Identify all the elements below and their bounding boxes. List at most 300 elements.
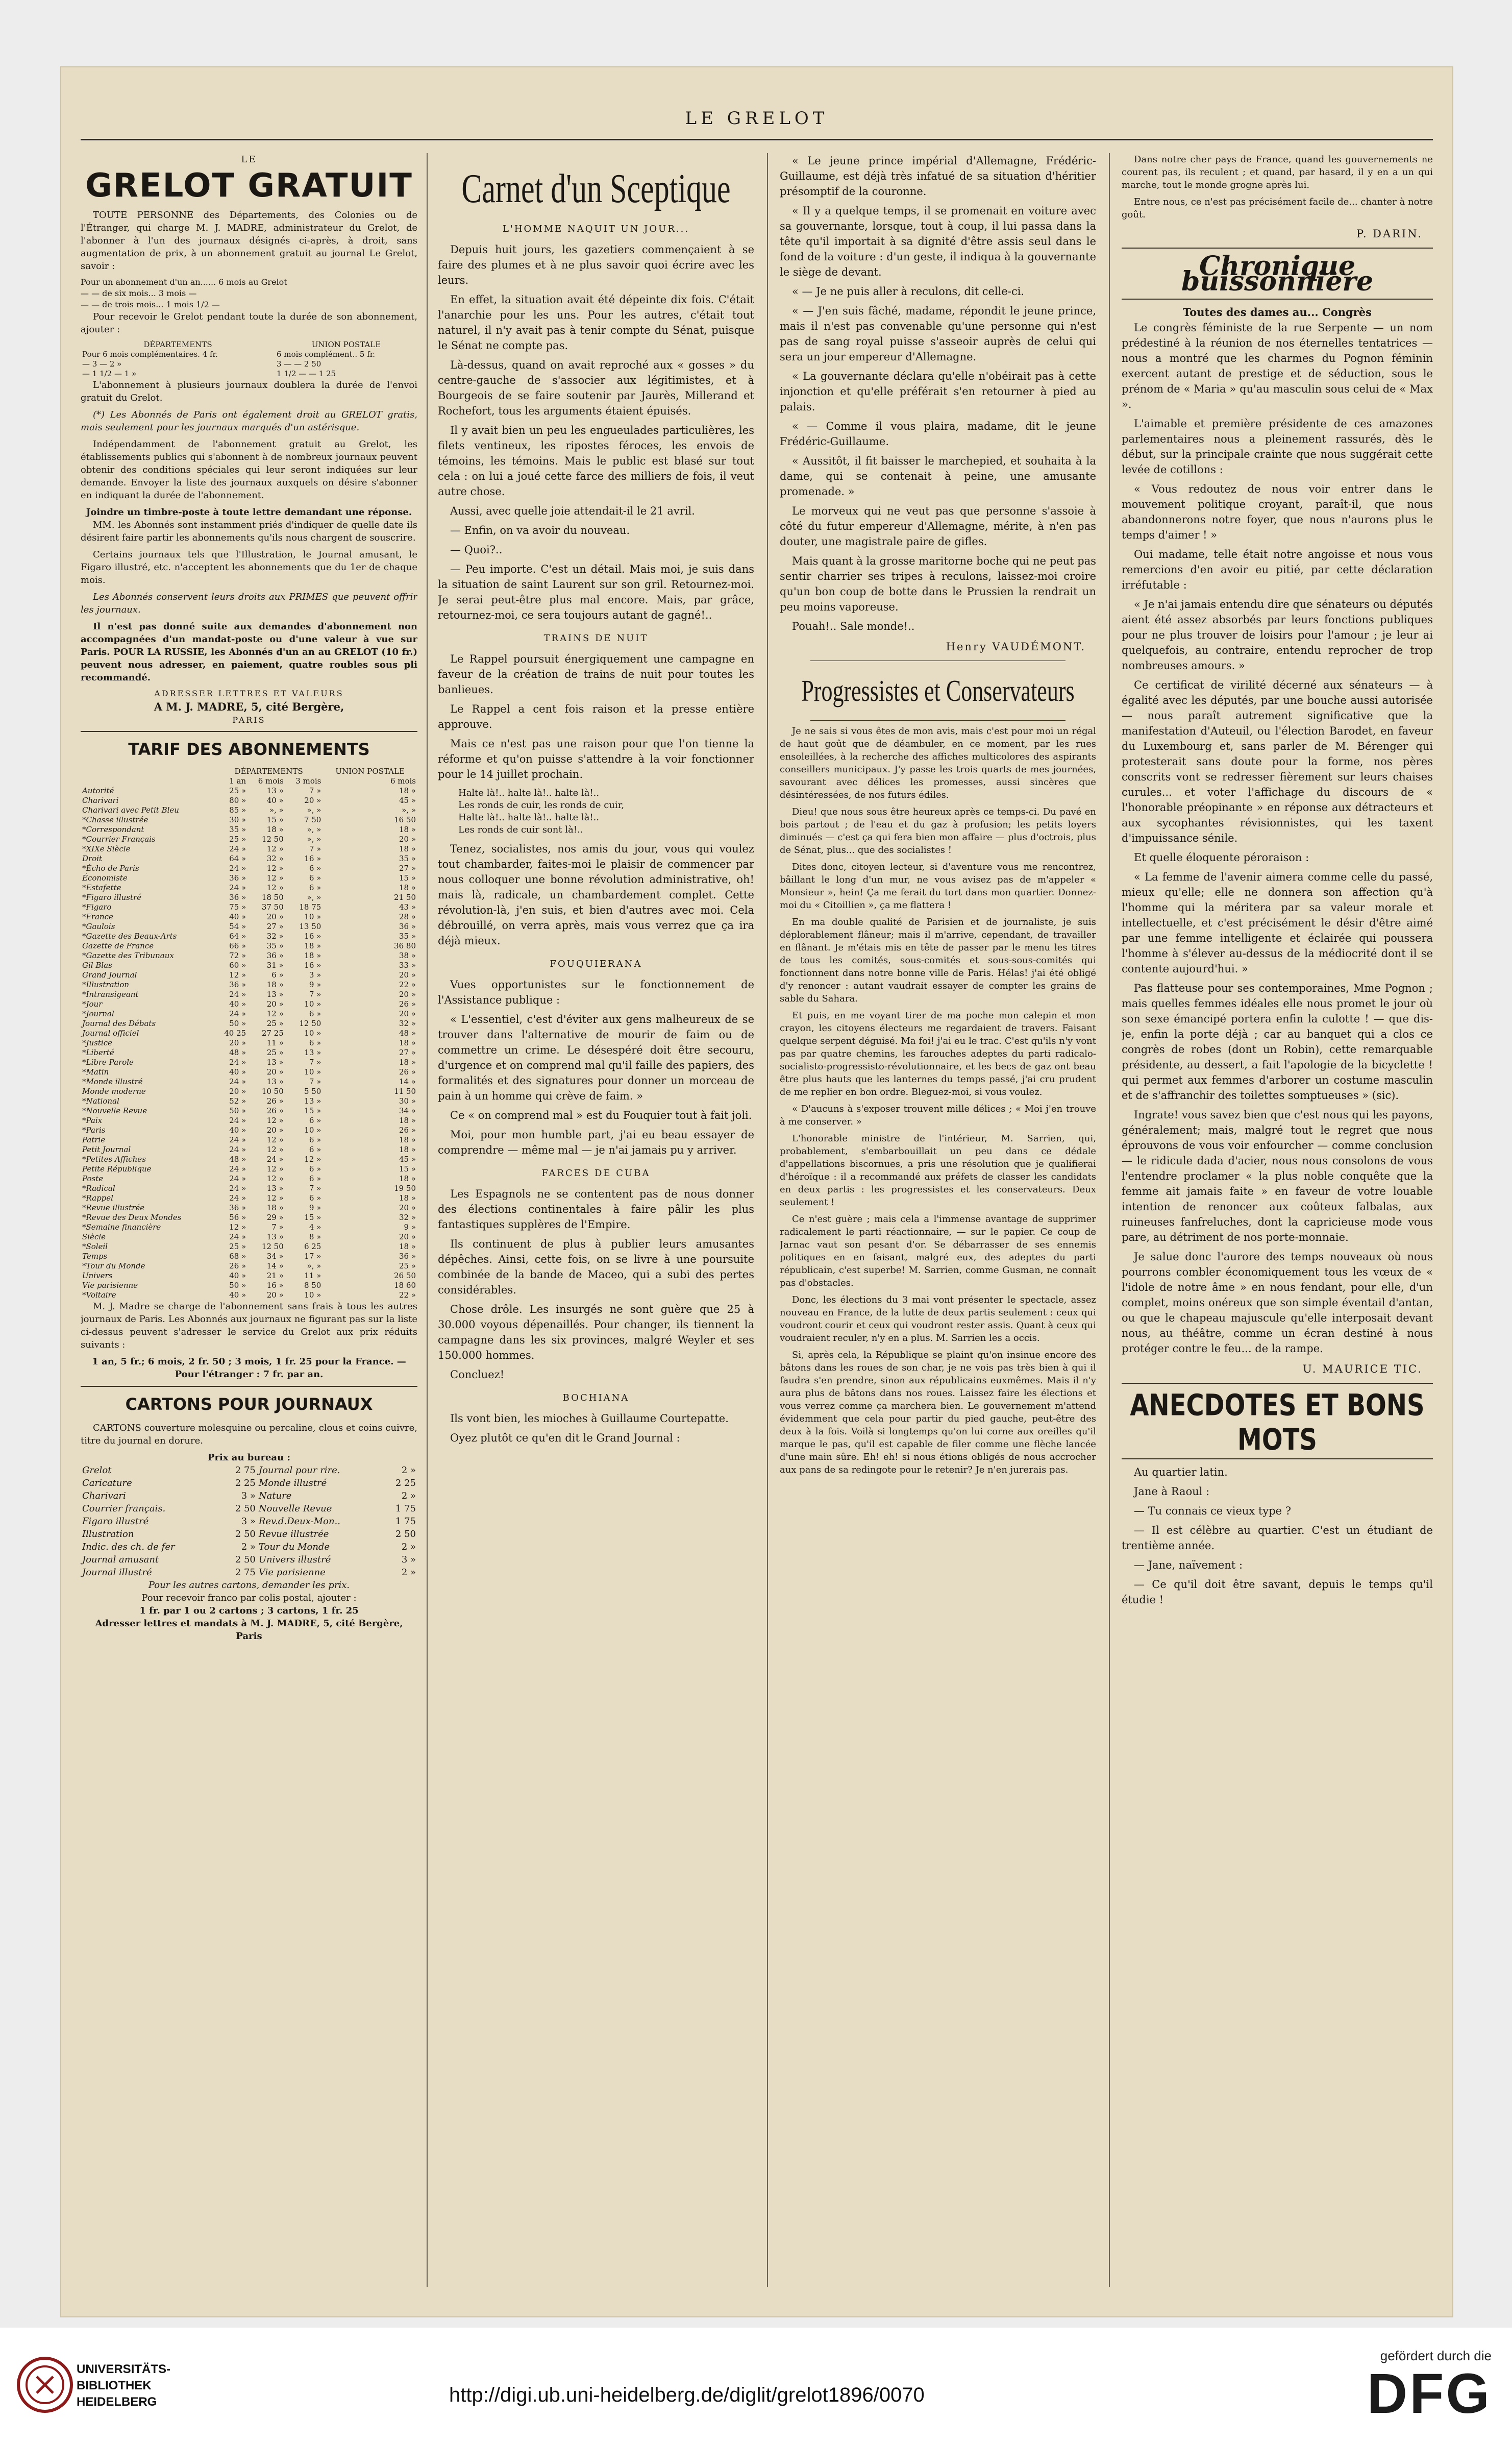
price-cell: 18 60	[394, 1281, 416, 1290]
price-cell: 36 »	[399, 1252, 416, 1261]
price-cell: 33 »	[399, 961, 416, 970]
price-cell: 20 »	[266, 1126, 284, 1135]
tarif-row	[81, 805, 417, 815]
price-cell: 64 »	[229, 932, 246, 941]
paragraph: Dans notre cher pays de France, quand les gouvernements ne courent pas, ils reculent ; et quand, par hasard, il y en a un qui marche, tout le monde grogne après lui.	[1122, 154, 1433, 190]
price-cell: 18 »	[399, 1193, 416, 1203]
price-cell: 24 »	[229, 1184, 246, 1193]
carton-row	[81, 1502, 417, 1515]
paragraph: Pas flatteuse pour ses contemporaines, Mme Pognon ; mais quelles femmes idéales elle nous promet le jour où son sexe émancipé portera enfin la culotte ! — que dis-je, enfin la porte déjà ; car au banquet qui a clos ce congrès de robes (dont un Robin), cette remarquable présidente, au dessert, a fait l'apologie de la bicyclette ! qui permet aux femmes d'arborer un costume masculin et de s'affranchir des toilettes somptueuses » (sic).	[1122, 982, 1433, 1102]
price-cell: 18 75	[299, 902, 321, 912]
chronique-title: Chronique buissonnière	[1181, 251, 1374, 297]
anecdotes-title: ANECDOTES ET BONS MOTS	[1130, 1388, 1425, 1457]
carton-price: 3 »	[241, 1490, 256, 1501]
receive-note: Pour recevoir le Grelot pendant toute la durée de son abonnement, ajouter :	[81, 311, 417, 335]
table-cell: 1 1/2 — — 1 25	[277, 369, 336, 378]
journal-name: *Soleil	[82, 1242, 108, 1251]
price-cell: 8 50	[304, 1281, 321, 1290]
price-cell: 26 »	[229, 1261, 246, 1270]
price-cell: 14 »	[266, 1261, 284, 1270]
price-cell: 64 »	[229, 854, 246, 863]
table-header: 6 mois	[390, 776, 416, 786]
journal-name: *Estafette	[82, 883, 121, 892]
price-cell: », »	[307, 825, 321, 834]
price-cell: 6 »	[309, 883, 321, 892]
carton-row	[81, 1515, 417, 1528]
price-cell: 38 »	[399, 951, 416, 960]
price-cell: 24 »	[229, 1193, 246, 1203]
price-cell: 75 »	[229, 902, 246, 912]
price-cell: 18 »	[399, 1058, 416, 1067]
price-cell: 6 25	[304, 1242, 321, 1251]
price-cell: 32 »	[266, 932, 284, 941]
paragraph: Moi, pour mon humble part, j'ai eu beau essayer de comprendre — même mal — je n'ai jamais pu y arriver.	[438, 1129, 754, 1156]
paragraph: Aussi, avec quelle joie attendait-il le 21 avril.	[450, 505, 695, 517]
paragraph: — Tu connais ce vieux type ?	[1134, 1505, 1292, 1517]
price-cell: 12 50	[261, 1242, 284, 1251]
divider	[81, 731, 417, 732]
price-cell: 8 »	[309, 1232, 321, 1241]
tarif-row	[81, 1145, 417, 1155]
carton-price: 2 50	[235, 1554, 256, 1565]
paragraph: « — Je ne puis aller à reculons, dit celle-ci.	[792, 285, 1025, 298]
paragraph: Ils vont bien, les mioches à Guillaume Courtepatte.	[450, 1412, 729, 1425]
tarif-row	[81, 961, 417, 970]
price-cell: 27 »	[266, 922, 284, 931]
paragraph: « — J'en suis fâché, madame, répondit le jeune prince, mais il n'est pas convenable qu'une personne qui n'est pas de sang royal puisse s'asseoir auprès de celui qui sera un jour empereur d'Allemagne.	[780, 305, 1096, 363]
tarif-row	[81, 1009, 417, 1019]
cartons-table	[81, 1464, 417, 1579]
carton-row	[81, 1541, 417, 1553]
price-cell: 25 »	[399, 1261, 416, 1270]
price-cell: 24 »	[229, 1009, 246, 1018]
journal-name: *Semaine financière	[82, 1223, 161, 1232]
carton-price: 3 »	[401, 1554, 416, 1565]
price-cell: 25 »	[229, 786, 246, 795]
price-cell: 48 »	[229, 1155, 246, 1164]
paragraph: Le Rappel a cent fois raison et la presse entière approuve.	[438, 703, 754, 730]
journal-name: *France	[82, 912, 113, 921]
price-cell: 6 »	[309, 1116, 321, 1125]
carton-price: 1 75	[395, 1503, 416, 1514]
poem-line: Les ronds de cuir sont là!..	[458, 824, 583, 835]
price-cell: 6 »	[271, 970, 284, 980]
carton-name: Illustration	[82, 1529, 134, 1539]
price-cell: 6 »	[309, 1145, 321, 1154]
tarif-row	[81, 1232, 417, 1242]
price-cell: 12 »	[266, 844, 284, 853]
tarif-row	[81, 1096, 417, 1106]
carton-price: 2 50	[235, 1503, 256, 1514]
price-cell: 50 »	[229, 1281, 246, 1290]
paragraph: Donc, les élections du 3 mai vont présenter le spectacle, assez nouveau en France, de la lutte de deux partis seulement : ceux qui voudront courir et ceux qui voudront rester assis. Quant à ceux qui voudraient reculer, n'y en a plus. M. Sarrien les a occis.	[780, 1294, 1096, 1343]
price-cell: 35 »	[399, 932, 416, 941]
price-cell: 26 50	[394, 1271, 416, 1280]
franco-rates: 1 fr. par 1 ou 2 cartons ; 3 cartons, 1 fr. 25	[139, 1605, 359, 1616]
tarif-row	[81, 1116, 417, 1126]
university-library-logo[interactable]	[16, 2356, 171, 2417]
tarif-row	[81, 844, 417, 854]
university-library-name	[77, 2361, 170, 2410]
price-cell: 12 »	[266, 873, 284, 883]
tarif-row	[81, 893, 417, 902]
column-1	[81, 153, 417, 2287]
journal-name: Gil Blas	[82, 961, 112, 970]
journal-name: *Gazette des Beaux-Arts	[82, 932, 177, 941]
tarif-row	[81, 1252, 417, 1261]
journal-name: Petit Journal	[82, 1145, 131, 1154]
paragraph: Concluez!	[450, 1368, 505, 1381]
carton-price: 2 50	[395, 1529, 416, 1539]
price-cell: », »	[402, 805, 416, 815]
price-cell: 20 »	[304, 796, 321, 805]
offer-line: — — de six mois... 3 mois —	[81, 288, 197, 298]
price-cell: 26 »	[399, 999, 416, 1009]
journal-name: *National	[82, 1096, 119, 1106]
price-cell: 32 »	[266, 854, 284, 863]
price-cell: 11 50	[394, 1087, 416, 1096]
price-cell: 15 »	[304, 1106, 321, 1115]
price-cell: 6 »	[309, 1009, 321, 1018]
paragraph: Ce n'est guère ; mais cela a l'immense avantage de supprimer radicalement le parti réactionnaire, — sur le papier. Ce coup de Jarnac vaut son pesant d'or. Se débarrasser de ses ennemis politiques en en faisant, malgré eux, des adeptes du parti républicain, c'est superbe! M. Sarrien, comme Gusman, ne connaît pas d'obstacles.	[780, 1214, 1096, 1288]
price-cell: 25 »	[229, 1242, 246, 1251]
price-cell: 12 »	[229, 1223, 246, 1232]
price-cell: 20 »	[229, 1087, 246, 1096]
price-cell: 30 »	[229, 815, 246, 824]
journal-name: *Paix	[82, 1116, 103, 1125]
tarif-row	[81, 941, 417, 951]
tarif-row	[81, 932, 417, 941]
column-rule	[767, 153, 768, 2287]
tarif-row	[81, 1281, 417, 1290]
paragraph: Ils continuent de plus à publier leurs amusantes dépêches. Ainsi, cette fois, on se livre à une poursuite combinée de la bande de Maceo, qui a subi des pertes considérables.	[438, 1238, 754, 1296]
tarif-row	[81, 1290, 417, 1300]
franco-note: Pour recevoir franco par colis postal, ajouter :	[141, 1593, 357, 1603]
price-cell: 17 »	[304, 1252, 321, 1261]
page-header	[81, 108, 1433, 140]
paragraph: — Quoi?..	[450, 544, 503, 556]
price-cell: 10 50	[261, 1087, 284, 1096]
journal-name: Économiste	[82, 873, 128, 883]
paragraph: Chose drôle. Les insurgés ne sont guère que 25 à 30.000 voyous dépenaillés. Pour changer, ils tiennent la campagne dans les six provinces, malgré Weyler et ses 150.000 hommes.	[438, 1303, 754, 1361]
cartons-other: Pour les autres cartons, demander les prix.	[148, 1580, 350, 1591]
journal-name: *Courrier Français	[82, 835, 156, 844]
price-cell: 26 »	[399, 1126, 416, 1135]
tarif-row	[81, 1184, 417, 1193]
divider	[1122, 1458, 1433, 1459]
price-cell: 16 »	[304, 932, 321, 941]
tarif-row	[81, 1106, 417, 1116]
paragraph: Entre nous, ce n'est pas précisément facile de... chanter à notre goût.	[1122, 197, 1433, 220]
journal-name: Petite République	[82, 1164, 152, 1174]
tarif-row	[81, 1164, 417, 1174]
journal-name: Patrie	[82, 1135, 106, 1144]
journal-name: Charivari	[82, 796, 119, 805]
column-rule	[427, 153, 428, 2287]
paragraph: « D'aucuns à s'exposer trouvent mille délices ; « Moi j'en trouve à me conserver. »	[780, 1104, 1096, 1127]
carton-row	[81, 1477, 417, 1489]
poem-line: Halte là!.. halte là!.. halte là!..	[458, 788, 600, 798]
cartons-desc: CARTONS couverture molesquine ou percaline, clous et coins cuivre, titre du journal en dorure.	[81, 1423, 417, 1446]
price-cell: 20 »	[266, 1067, 284, 1077]
price-cell: 22 »	[399, 1290, 416, 1300]
price-cell: 48 »	[229, 1048, 246, 1057]
tarif-row	[81, 796, 417, 805]
price-cell: 12 »	[266, 864, 284, 873]
price-cell: 9 »	[309, 980, 321, 989]
paragraph: « La femme de l'avenir aimera comme celle du passé, mieux qu'elle; elle ne donnera son affection qu'à l'homme qui la méritera par sa valeur morale et intellectuelle, et c'est précisément le désir d'être aimé par une femme intelligente et éclairée qui poussera l'homme à s'élever au-dessus de la médiocrité dont il se contente aujourd'hui. »	[1122, 871, 1433, 975]
paragraph: Le Rappel poursuit énergiquement une campagne en faveur de la création de trains de nuit pour toutes les banlieues.	[438, 653, 754, 696]
price-cell: 12 »	[266, 1009, 284, 1018]
permalink-url[interactable]: http://digi.ub.uni-heidelberg.de/diglit/grelot1896/0070	[449, 2384, 925, 2406]
column-2	[438, 153, 754, 2287]
price-cell: 20 »	[399, 1232, 416, 1241]
price-cell: 12 »	[266, 1164, 284, 1174]
university-name-line: BIBLIOTHEK	[77, 2379, 152, 2392]
price-cell: », »	[307, 1261, 321, 1270]
paragraph: Pouah!.. Sale monde!..	[792, 620, 915, 632]
price-cell: 11 »	[266, 1038, 284, 1047]
price-cell: 12 »	[304, 1155, 321, 1164]
price-cell: 7 »	[309, 990, 321, 999]
price-cell: 40 »	[229, 999, 246, 1009]
journal-name: *Rappel	[82, 1193, 113, 1203]
price-cell: 24 »	[229, 1135, 246, 1144]
price-cell: 13 »	[266, 1184, 284, 1193]
price-cell: 20 »	[266, 912, 284, 921]
tarif-row	[81, 825, 417, 835]
price-cell: 18 »	[399, 883, 416, 892]
tarif-row	[81, 1193, 417, 1203]
carton-name: Univers illustré	[258, 1554, 331, 1565]
paragraph: « Aussitôt, il fit baisser le marchepied, et souhaita à la dame, qui se contenait à peine, une amusante promenade. »	[780, 455, 1096, 498]
tarif-row	[81, 1271, 417, 1281]
paragraph: « — Comme il vous plaira, madame, dit le jeune Frédéric-Guillaume.	[780, 420, 1096, 448]
carton-name: Tour du Monde	[258, 1542, 330, 1552]
carton-name: Nouvelle Revue	[258, 1503, 332, 1514]
journal-name: *Nouvelle Revue	[82, 1106, 147, 1115]
price-cell: 20 »	[266, 1290, 284, 1300]
paragraph: « Le jeune prince impérial d'Allemagne, Frédéric-Guillaume, est déjà très infatué de sa situation d'héritier présomptif de la couronne.	[780, 155, 1096, 198]
journal-name: *Voltaire	[82, 1290, 116, 1300]
price-cell: 18 »	[399, 844, 416, 853]
grelot-le: LE	[241, 154, 257, 165]
paragraph: En effet, la situation avait été dépeinte dix fois. C'était l'anarchie pour les uns. Pour les autres, c'était tout naturel, il n'y avait pas à tenir compte du Sénat, puisque le Sénat ne compte pas.	[438, 294, 754, 352]
price-cell: 20 »	[399, 990, 416, 999]
paragraph: Dieu! que nous sous être heureux après ce temps-ci. Du pavé en bois partout ; de l'eau et du gaz à profusion; les petits loyers diminués — c'est ça qui fera bien mon affaire — plus d'octrois, plus de Sénat, plus... que des socialistes !	[780, 806, 1096, 856]
price-cell: 35 »	[266, 941, 284, 950]
price-cell: 66 »	[229, 941, 246, 950]
journal-name: *Liberté	[82, 1048, 114, 1057]
journal-name: Journal officiel	[82, 1029, 139, 1038]
price-cell: 10 »	[304, 1029, 321, 1038]
journal-name: Droit	[82, 854, 103, 863]
tarif-row	[81, 1029, 417, 1038]
carton-price: 2 25	[235, 1478, 256, 1488]
dfg-funding-logo[interactable]	[1328, 2348, 1492, 2435]
journal-name: *Matin	[82, 1067, 109, 1077]
carton-name: Monde illustré	[258, 1478, 327, 1488]
offer-line: — — de trois mois... 1 mois 1/2 —	[81, 300, 220, 309]
paragraph: Je salue donc l'aurore des temps nouveaux où nous pourrons combler économiquement tous les vœux de « l'idole de notre âme » en nous fendant, pour elle, d'un complet, moins onéreux que son simple éventail d'antan, ou que le chapeau majuscule qu'elle interposait devant nous, au théâtre, comme un écran destiné à nous protéger contre le feu... de la rampe.	[1122, 1251, 1433, 1355]
tarif-row	[81, 912, 417, 922]
table-cell: — 3 — 2 »	[82, 359, 122, 369]
stamp-note: Joindre un timbre-poste à toute lettre demandant une réponse.	[86, 507, 412, 518]
price-cell: 45 »	[399, 796, 416, 805]
price-cell: 12 50	[299, 1019, 321, 1028]
price-cell: 6 »	[309, 1193, 321, 1203]
table-header: UNION POSTALE	[311, 340, 381, 349]
journal-name: Journal des Débats	[82, 1019, 156, 1028]
price-cell: 24 »	[229, 1145, 246, 1154]
table-cell: — 1 1/2 — 1 »	[82, 369, 137, 378]
carton-price: 2 »	[401, 1465, 416, 1476]
journal-name: *Journal	[82, 1009, 114, 1018]
journal-name: *Figaro	[82, 902, 112, 912]
paragraph: « Il y a quelque temps, il se promenait en voiture avec sa gouvernante, lorsque, tout à coup, il lui passa dans la tête qu'il importait à sa dignité d'être assis seul dans le fond de la voiture : d'un geste, il indiqua à la gouvernante le siège de devant.	[780, 205, 1096, 278]
university-seal-icon	[16, 2356, 73, 2413]
price-cell: 9 »	[404, 1223, 416, 1232]
price-cell: 36 »	[229, 893, 246, 902]
journal-name: *Intransigeant	[82, 990, 139, 999]
price-cell: 4 »	[309, 1223, 321, 1232]
journal-name: *Jour	[82, 999, 103, 1009]
carton-name: Charivari	[82, 1490, 126, 1501]
chronique-subtitle: Toutes des dames au... Congrès	[1183, 306, 1372, 319]
table-header: DÉPARTEMENTS	[234, 767, 303, 776]
price-cell: 18 »	[399, 1135, 416, 1144]
carton-price: 2 »	[401, 1542, 416, 1552]
price-cell: 48 »	[399, 1029, 416, 1038]
price-cell: 7 »	[309, 1058, 321, 1067]
price-cell: 18 »	[399, 1145, 416, 1154]
journal-name: *XIXe Siècle	[82, 844, 131, 853]
section-heading: FARCES DE CUBA	[541, 1168, 651, 1179]
price-cell: 7 50	[304, 815, 321, 824]
certain-note: Certains journaux tels que l'Illustration, le Journal amusant, le Figaro illustré, etc. n'acceptent les abonnements que du 1er de chaque mois.	[81, 549, 417, 585]
offer-line: Pour un abonnement d'un an...... 6 mois au Grelot	[81, 277, 287, 287]
price-cell: 12 »	[266, 1145, 284, 1154]
carton-name: Indic. des ch. de fer	[82, 1542, 175, 1552]
carton-price: 1 75	[395, 1516, 416, 1527]
price-cell: 18 »	[399, 1116, 416, 1125]
price-cell: 80 »	[229, 796, 246, 805]
paragraph: Et quelle éloquente péroraison :	[1134, 851, 1309, 864]
paragraph: Oui madame, telle était notre angoisse et nous vous remercions d'en avoir eu pitié, par cette déclaration irréfutable :	[1122, 548, 1433, 591]
signature: P. DARIN.	[1356, 228, 1423, 240]
price-cell: 21 50	[394, 893, 416, 902]
dfg-label: gefördert durch die	[1380, 2348, 1492, 2363]
paragraph: Dites donc, citoyen lecteur, si d'aventure vous me rencontrez, bâillant le long d'un mur, ne vous avisez pas de m'appeler « Monsieur », hein! Ça me ferait du tort dans mon quartier. Donnez-moi du « Citoillien », ça me flattera !	[780, 862, 1096, 911]
paragraph: L'honorable ministre de l'intérieur, M. Sarrien, qui, probablement, s'embarbouillait un peu dans ce dédale d'appellations biscornues, a pris une résolution que je qualifierai d'héroïque : il a recommandé aux préfets de classer les candidats en deux partis : les progressistes et les conservateurs. Deux seulement !	[780, 1133, 1096, 1208]
table-header: 6 mois	[258, 776, 284, 786]
price-cell: 20 »	[399, 1203, 416, 1212]
journal-name: *Correspondant	[82, 825, 144, 834]
divider	[810, 720, 1065, 721]
price-cell: 10 »	[304, 1126, 321, 1135]
paragraph: — Il est célèbre au quartier. C'est un étudiant de trentième année.	[1122, 1524, 1433, 1552]
tarif-title: TARIF DES ABONNEMENTS	[128, 740, 370, 759]
price-cell: 25 »	[229, 835, 246, 844]
price-cell: 5 50	[304, 1087, 321, 1096]
journal-name: Gazette de France	[82, 941, 154, 950]
address-label: ADRESSER LETTRES ET VALEURS	[154, 689, 344, 698]
paragraph: L'aimable et première présidente de ces amazones parlementaires nous a pleinement rassurés, dès le début, sur la principale crainte que nous suggérait cette levée de cotillons :	[1122, 418, 1433, 476]
price-cell: 34 »	[399, 1106, 416, 1115]
price-cell: 13 »	[304, 1096, 321, 1106]
dfg-mark: DFG	[1367, 2362, 1492, 2425]
price-cell: 24 »	[229, 990, 246, 999]
price-cell: 68 »	[229, 1252, 246, 1261]
table-header: 3 mois	[295, 776, 321, 786]
divider	[1122, 299, 1433, 300]
journal-name: *Monde illustré	[82, 1077, 143, 1086]
viewer-footer	[0, 2328, 1512, 2444]
carton-row	[81, 1489, 417, 1502]
journal-name: *Gazette des Tribunaux	[82, 951, 174, 960]
cartons-address: Adresser lettres et mandats à M. J. MADRE, 5, cité Bergère, Paris	[95, 1618, 403, 1642]
carton-name: Grelot	[82, 1465, 112, 1476]
price-cell: 7 »	[309, 844, 321, 853]
price-cell: 24 »	[229, 1174, 246, 1183]
price-cell: 13 »	[266, 1058, 284, 1067]
carnet-title: Carnet d'un Sceptique	[461, 165, 731, 211]
price-cell: 25 »	[266, 1019, 284, 1028]
paragraph: — Peu importe. C'est un détail. Mais moi, je suis dans la situation de saint Laurent sur son gril. Retournez-moi. Je serai peut-être plus mal encore. Mais, par grâce, retournez-moi, ce sera toujours autant de gagné!..	[438, 563, 754, 621]
tarif-row	[81, 951, 417, 961]
paragraph: Là-dessus, quand on avait reproché aux « gosses » du centre-gauche de s'associer aux légitimistes, et à Bourgeois de se faire soutenir par Jaurès, Millerand et Rochefort, tous les arguments étaient épuisés.	[438, 359, 754, 417]
price-cell: 18 »	[399, 825, 416, 834]
paragraph: « Je n'ai jamais entendu dire que sénateurs ou députés aient été assez absorbés par leurs fonctions publiques pour ne plus trouver de loisirs pour l'amour ; je leur ai quelquefois, au contraire, entendu reprocher de trop nombreuses amours. »	[1122, 598, 1433, 672]
price-cell: 72 »	[229, 951, 246, 960]
tarif-table	[81, 767, 417, 1300]
price-cell: 35 »	[229, 825, 246, 834]
grelot-intro: TOUTE PERSONNE des Départements, des Colonies ou de l'Étranger, qui charge M. J. MADRE, administrateur du Grelot, de l'abonner à l'un des journaux désignés ci-après, à droit, sans augmentation de prix, à un abonnement gratuit au journal Le Grelot, savoir :	[81, 210, 417, 272]
price-cell: 27 »	[399, 864, 416, 873]
paragraph: Oyez plutôt ce qu'en dit le Grand Journal :	[450, 1432, 680, 1444]
price-cell: 18 »	[399, 786, 416, 795]
price-cell: 40 »	[229, 1290, 246, 1300]
journal-name: *Chasse illustrée	[82, 815, 148, 824]
tarif-row	[81, 1203, 417, 1213]
date-note: MM. les Abonnés sont instamment priés d'indiquer de quelle date ils désirent faire partir les abonnements qu'ils nous chargent de souscrire.	[81, 520, 417, 543]
price-cell: 40 »	[229, 912, 246, 921]
price-cell: 7 »	[309, 1184, 321, 1193]
tarif-row	[81, 786, 417, 796]
price-cell: 20 »	[399, 835, 416, 844]
price-cell: 85 »	[229, 805, 246, 815]
grelot-gratuit-title: GRELOT GRATUIT	[85, 167, 413, 205]
signature: Henry VAUDÉMONT.	[946, 641, 1086, 653]
tarif-row	[81, 1087, 417, 1096]
price-cell: 50 »	[229, 1106, 246, 1115]
price-cell: 6 »	[309, 1174, 321, 1183]
price-cell: 18 »	[399, 1242, 416, 1251]
price-cell: 24 »	[229, 1232, 246, 1241]
paragraph: Depuis huit jours, les gazetiers commençaient à se faire des plumes et à ne plus savoir quoi écrire avec les leurs.	[438, 243, 754, 286]
poem	[458, 787, 754, 836]
journal-name: Autorité	[82, 786, 114, 795]
carton-price: 2 50	[235, 1529, 256, 1539]
paragraph: Il y avait bien un peu les engueulades particulières, les filets ventineux, les ripostes féroces, les envois de témoins, les témoins. Mais le public est blasé sur tout cela : on lui a joué cette farce des milliers de fois, il veut autre chose.	[438, 424, 754, 498]
price-cell: 24 »	[229, 864, 246, 873]
price-cell: 13 »	[266, 990, 284, 999]
page-header-title: LE GRELOT	[685, 108, 829, 129]
price-cell: 18 »	[304, 951, 321, 960]
price-cell: 13 »	[266, 1232, 284, 1241]
carton-price: 2 »	[401, 1567, 416, 1578]
carton-name: Journal pour rire.	[258, 1465, 340, 1476]
